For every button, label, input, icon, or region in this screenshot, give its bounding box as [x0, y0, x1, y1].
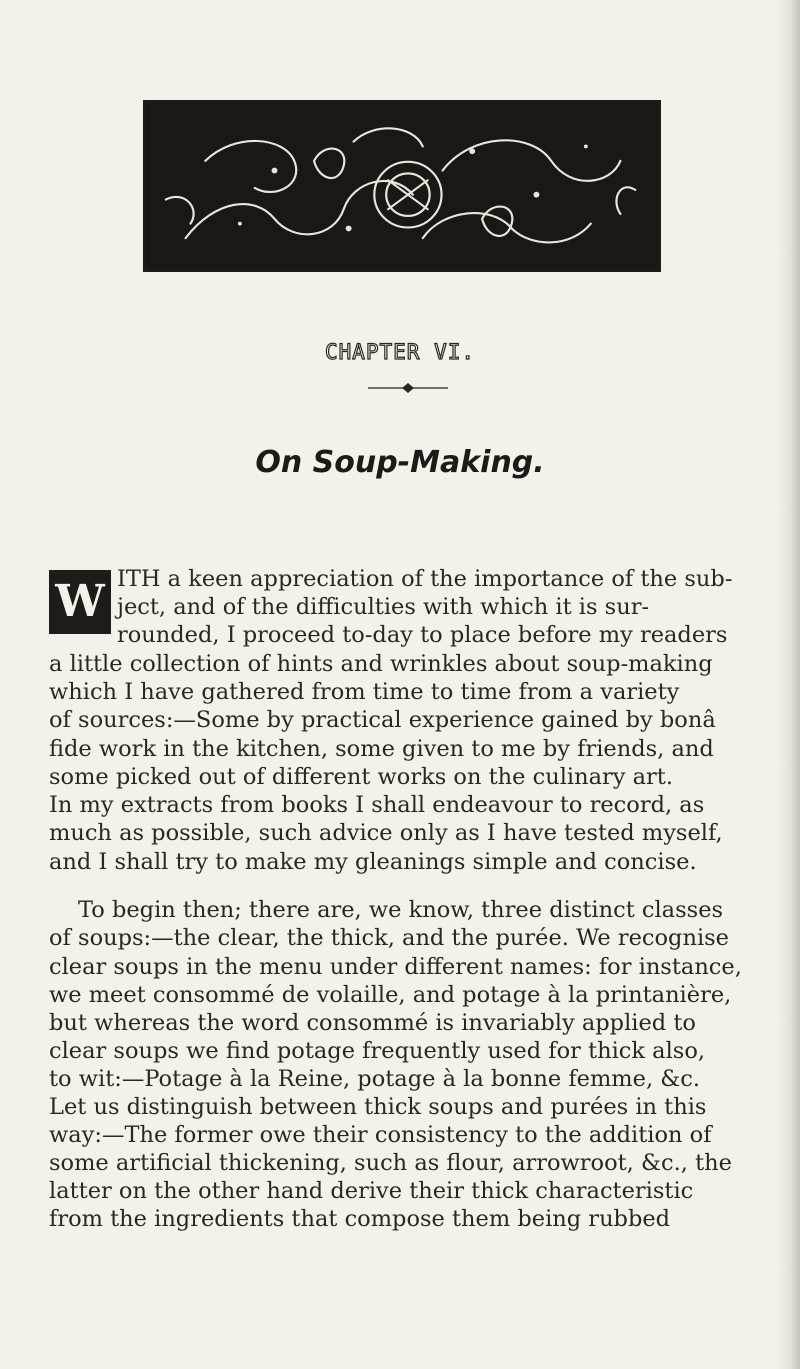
- text-line: some picked out of different works on the culinary art.: [49, 764, 673, 790]
- text-line: but whereas the word consommé is invariably applied to: [49, 1010, 696, 1036]
- diamond-divider-icon: [368, 382, 448, 394]
- text-line: ject, and of the difficulties with which it is sur-: [117, 594, 650, 620]
- text-line: we meet consommé de volaille, and potage à la printanière,: [49, 982, 732, 1008]
- drop-cap-letter: W: [55, 576, 105, 627]
- text-line: fide work in the kitchen, some given to me by friends, and: [49, 736, 714, 762]
- text-line: rounded, I proceed to-day to place before my readers: [117, 622, 728, 648]
- text-line: To begin then; there are, we know, three distinct classes: [78, 897, 724, 923]
- text-line: way:—The former owe their consistency to the addition of: [49, 1122, 712, 1148]
- text-line: and I shall try to make my gleanings simple and concise.: [49, 849, 697, 875]
- text-line: clear soups we find potage frequently used for thick also,: [49, 1038, 706, 1064]
- text-line: some artificial thickening, such as flour, arrowroot, &c., the: [49, 1150, 732, 1176]
- page-edge-shadow: [778, 0, 800, 1369]
- text-line: clear soups in the menu under different names: for instance,: [49, 954, 742, 980]
- drop-cap: [49, 570, 111, 634]
- text-line: of soups:—the clear, the thick, and the purée. We recognise: [49, 925, 729, 951]
- text-line: to wit:—Potage à la Reine, potage à la bonne femme, &c.: [49, 1066, 701, 1092]
- text-line: ITH a keen appreciation of the importance of the sub-: [117, 566, 733, 592]
- text-line: latter on the other hand derive their thick characteristic: [49, 1178, 694, 1204]
- text-line: Let us distinguish between thick soups and purées in this: [49, 1094, 707, 1120]
- chapter-heading: CHAPTER VI.: [324, 340, 476, 364]
- text-line: In my extracts from books I shall endeavour to record, as: [49, 792, 705, 818]
- chapter-title: On Soup-Making.: [255, 445, 545, 480]
- text-line: from the ingredients that compose them being rubbed: [49, 1206, 671, 1232]
- text-line: much as possible, such advice only as I have tested myself,: [49, 820, 723, 846]
- ornament-engraving-icon: [146, 103, 658, 269]
- text-line: which I have gathered from time to time from a variety: [49, 679, 680, 705]
- text-line: a little collection of hints and wrinkles about soup-making: [49, 651, 713, 677]
- text-line: of sources:—Some by practical experience gained by bonâ: [49, 707, 716, 733]
- header-ornament: [143, 100, 661, 272]
